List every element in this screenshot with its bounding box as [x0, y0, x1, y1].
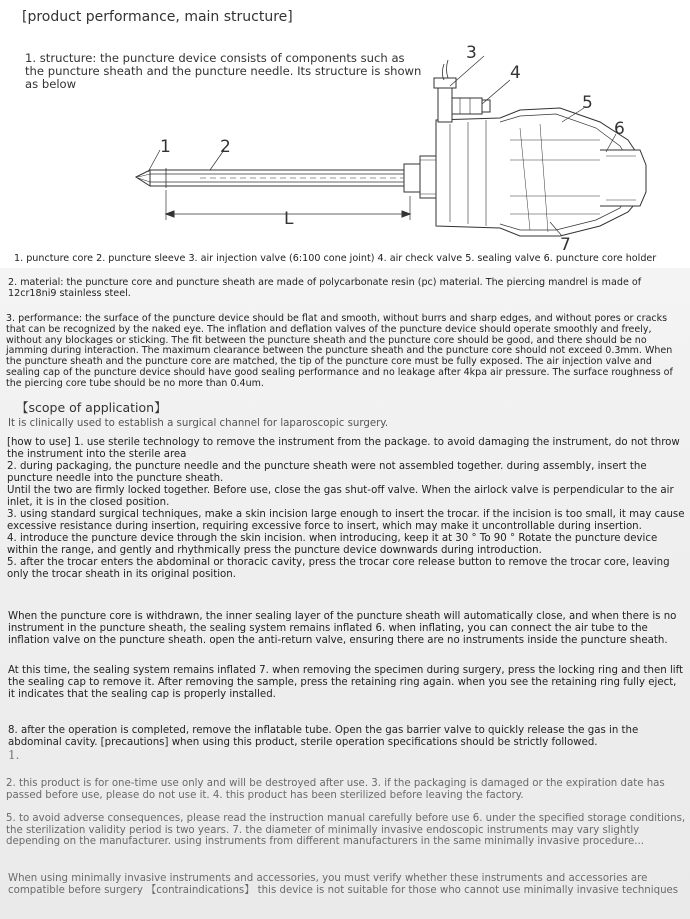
how-to-use-step: 5. after the trocar enters the abdominal or thoracic cavity, press the trocar core release button to remove the trocar core, leaving only the trocar sheath in its original position.	[7, 557, 670, 580]
how-to-use-section	[7, 437, 685, 581]
how-to-use-step: [how to use] 1. use sterile technology to remove the instrument from the package. to avoid damaging the instrument, do not throw the instrument into the sterile area	[7, 437, 680, 460]
scope-heading: 【scope of application】	[16, 400, 167, 415]
precaution-2: 2. this product is for one-time use only and will be destroyed after use. 3. if the packaging is damaged or the expiration date has passed before use, please do not use it. 4. this product has been sterilized before leaving the factory.	[6, 778, 665, 801]
callout-5: 5	[582, 93, 593, 113]
performance-paragraph: 3. performance: the surface of the puncture device should be flat and smooth, without burrs and sharp edges, and without pores or cracks that can be recognized by the naked eye. The inflation and deflation valves of the puncture device should operate smoothly and freely, without any blockages or sticking. The fit between the puncture sheath and the puncture core should be good, and there should be no jamming during interaction. The maximum clearance between the puncture sheath and the puncture core should not exceed 0.3mm. When the puncture sheath and the puncture core are matched, the tip of the puncture core must be fully exposed. The air injection valve and sealing cap of the puncture device should have good sealing performance and no leakage after 4kpa air pressure. The surface roughness of the piercing core tube should be no more than 0.4um.	[6, 313, 673, 389]
callout-1: 1	[160, 137, 171, 157]
scope-text: It is clinically used to establish a surgical channel for laparoscopic surgery.	[8, 418, 389, 429]
puncture-device-diagram	[0, 0, 690, 260]
callout-3: 3	[466, 43, 477, 63]
callout-6: 6	[614, 119, 625, 139]
precaution-8: When using minimally invasive instruments and accessories, you must verify whether these instruments and accessories are compatible before surgery 【contraindications】 this device is not suitable for those who cannot use minimally invasive techniques	[8, 873, 679, 896]
material-paragraph: 2. material: the puncture core and puncture sheath are made of polycarbonate resin (pc) material. The piercing mandrel is made of 12cr18ni9 stainless steel.	[8, 277, 642, 299]
how-to-use-step: 3. using standard surgical techniques, make a skin incision large enough to insert the trocar. if the incision is too small, it may cause excessive resistance during insertion, requiring excessive force to insert, which may make it uncontrollable during insertion.	[7, 509, 685, 532]
section-heading: [product performance, main structure]	[22, 9, 293, 25]
dimension-label: L	[284, 209, 294, 229]
structure-paragraph: 1. structure: the puncture device consists of components such as the puncture sheath and the puncture needle. Its structure is shown as below	[25, 51, 422, 91]
after-operation-paragraph: 8. after the operation is completed, remove the inflatable tube. Open the gas barrier valve to quickly release the gas in the abdominal cavity. [precautions] when using this product, sterile operation specifications should be strictly followed.	[8, 725, 639, 748]
precaution-5: 5. to avoid adverse consequences, please read the instruction manual carefully before use 6. under the specified storage conditions, the sterilization validity period is two years. 7. the diameter of minimally invasive endoscopic instruments may vary slightly depending on the manufacturer. using instruments from different manufacturers in the same minimally invasive procedure...	[6, 813, 686, 848]
how-to-use-step: 4. introduce the puncture device through the skin incision. when introducing, keep it at 30 ° To 90 ° Rotate the puncture device within the range, and gently and rhythmically press the puncture device downwards during introduction.	[7, 533, 658, 556]
handwritten-mark: 1.	[8, 748, 20, 762]
how-to-use-step: Until the two are firmly locked together. Before use, close the gas shut-off valve. When the airlock valve is perpendicular to the air inlet, it is in the closed position.	[7, 485, 674, 508]
callout-4: 4	[510, 63, 521, 83]
callout-7: 7	[560, 235, 571, 255]
callout-2: 2	[220, 137, 231, 157]
withdrawn-paragraph: When the puncture core is withdrawn, the inner sealing layer of the puncture sheath will automatically close, and when there is no instrument in the puncture sheath, the sealing system remains inflated 6. when inflating, you can connect the air tube to the inflation valve on the puncture sheath. open the anti-return valve, ensuring there are no instruments inside the puncture sheath.	[8, 611, 677, 646]
diagram-caption: 1. puncture core 2. puncture sleeve 3. air injection valve (6:100 cone joint) 4. air check valve 5. sealing valve 6. puncture core holder	[14, 253, 657, 264]
sealing-paragraph: At this time, the sealing system remains inflated 7. when removing the specimen during surgery, press the locking ring and then lift the sealing cap to remove it. After removing the sample, press the retaining ring again. when you see the retaining ring fully eject, it indicates that the sealing cap is properly installed.	[8, 665, 684, 700]
how-to-use-step: 2. during packaging, the puncture needle and the puncture sheath were not assembled together. during assembly, insert the puncture needle into the puncture sheath.	[7, 461, 647, 484]
